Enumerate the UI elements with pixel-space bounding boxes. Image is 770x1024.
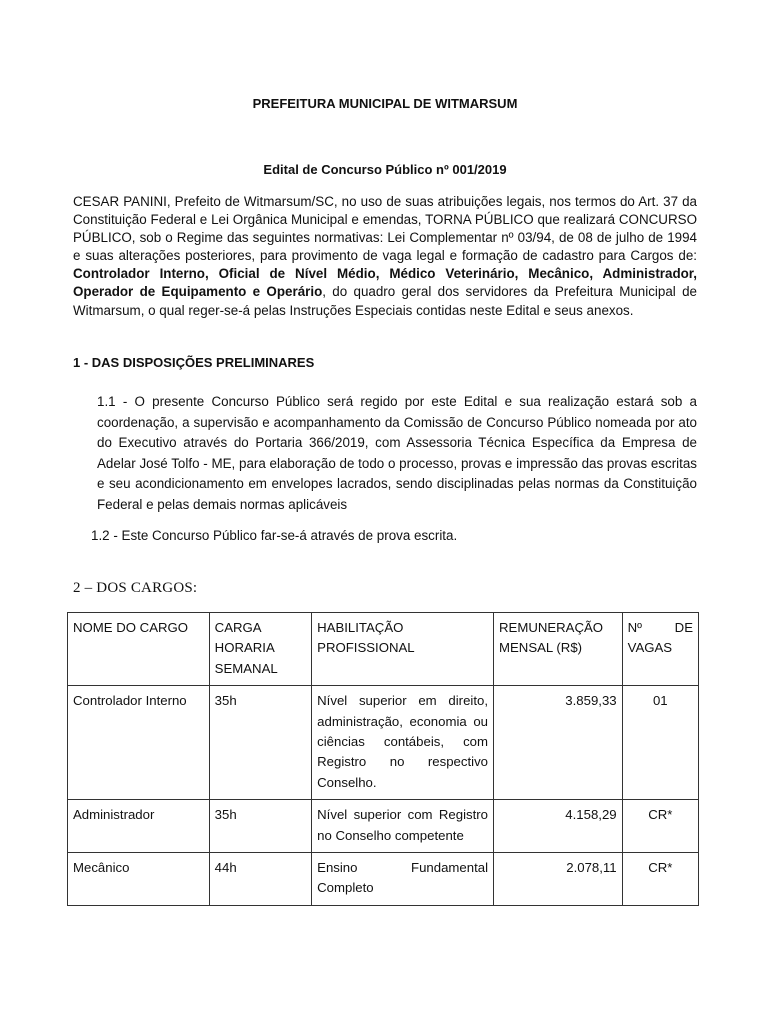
cell-carga: 44h [209,853,311,906]
header-habilitacao: HABILITAÇÃO PROFISSIONAL [312,613,494,686]
intro-text-2: , do quadro geral dos servidores da Prefeitura Municipal de Witmarsum, o qual reger-se-á pelas Instruções Especiais contidas neste Edital e seus anexos. [73,284,697,318]
org-title: PREFEITURA MUNICIPAL DE WITMARSUM [252,96,518,111]
cell-remuneracao: 4.158,29 [494,800,623,853]
cell-vagas: 01 [622,686,698,800]
header-vagas-b: DE [674,620,693,635]
cell-remuneracao: 2.078,11 [494,853,623,906]
header-cargo: NOME DO CARGO [68,613,210,686]
cell-cargo: Controlador Interno [68,686,210,800]
header-carga: CARGA HORARIA SEMANAL [209,613,311,686]
intro-paragraph [73,193,697,320]
cell-carga: 35h [209,686,311,800]
cargos-table [67,612,699,906]
section-1-title: 1 - DAS DISPOSIÇÕES PRELIMINARES [73,355,315,370]
cell-habilitacao: Ensino Fundamental Completo [312,853,494,906]
cell-cargo: Mecânico [68,853,210,906]
table-row [68,853,699,906]
cell-vagas: CR* [622,853,698,906]
table-row [68,800,699,853]
intro-cargos-bold: Controlador Interno, Oficial de Nível Médio, Médico Veterinário, Mecânico, Administrador, Operador de Equipamento e Operário [73,266,697,300]
header-vagas-c: VAGAS [627,640,673,656]
cell-remuneracao: 3.859,33 [494,686,623,800]
cell-vagas: CR* [622,800,698,853]
table-header-row [68,613,699,686]
cell-cargo: Administrador [68,800,210,853]
cell-habilitacao: Nível superior com Registro no Conselho competente [312,800,494,853]
intro-text-1: CESAR PANINI, Prefeito de Witmarsum/SC, no uso de suas atribuições legais, nos termos do Art. 37 da Constituição Federal e Lei Orgânica Municipal e emendas, TORNA PÚBLICO que realizará CONCURSO PÚBLICO, sob o Regime das seguintes normativas: Lei Complementar nº 03/94, de 08 de julho de 1994 e suas alterações posteriores, para provimento de vaga legal e formação de cadastro para Cargos de: [73,194,697,264]
item-1-2: 1.2 - Este Concurso Público far-se-á através de prova escrita. [91,528,458,543]
table-row [68,686,699,800]
cell-habilitacao: Nível superior em direito, administração, economia ou ciências contábeis, com Registro no respectivo Conselho. [312,686,494,800]
section-2-title: 2 – DOS CARGOS: [73,580,198,596]
header-vagas-a: Nº [627,620,642,635]
header-remuneracao: REMUNERAÇÃO MENSAL (R$) [494,613,623,686]
item-1-1: 1.1 - O presente Concurso Público será regido por este Edital e sua realização estará sob a coordenação, a supervisão e acompanhamento da Comissão de Concurso Público nomeada por ato do Executivo através do Portaria 366/2019, com Assessoria Técnica Específica da Empresa de Adelar José Tolfo - ME, para elaboração de todo o processo, provas e impressão das provas escritas e seu acondicionamento em envelopes lacrados, sendo disciplinadas pelas normas da Constituição Federal e pelas demais normas aplicáveis [97,394,697,512]
header-vagas [622,613,698,686]
edital-title: Edital de Concurso Público nº 001/2019 [263,162,507,177]
cell-carga: 35h [209,800,311,853]
